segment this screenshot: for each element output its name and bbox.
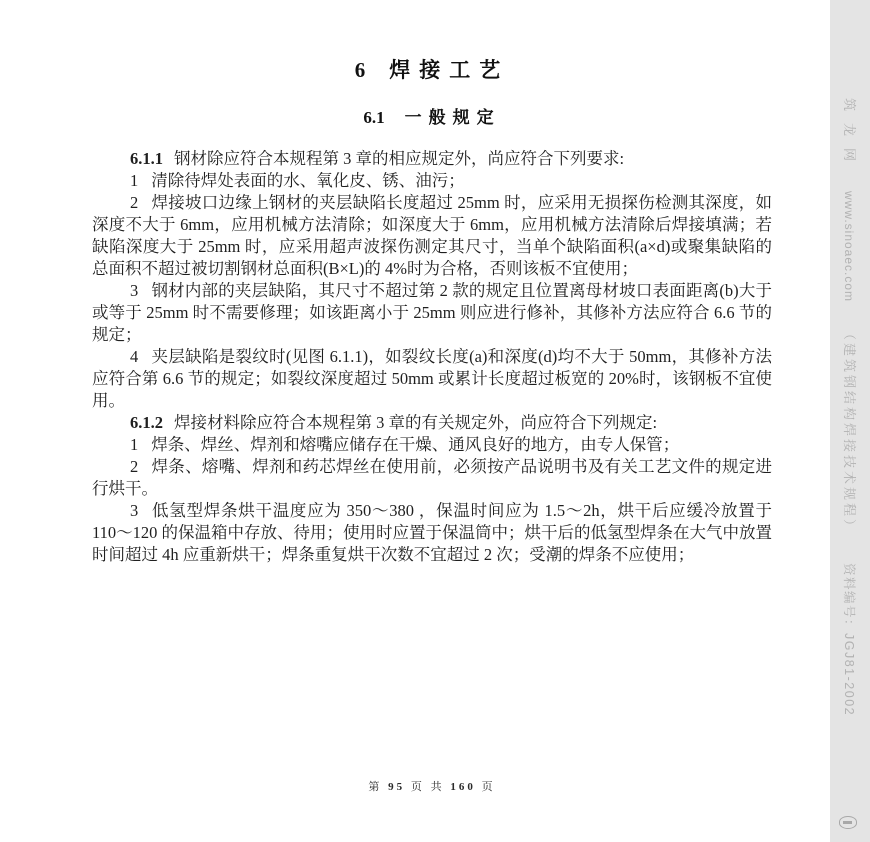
item-number: 1 (130, 171, 139, 190)
sinoaec-logo-icon (839, 816, 857, 829)
list-item-paragraph (92, 456, 772, 500)
clause-text: 焊接材料除应符合本规程第 3 章的有关规定外，尚应符合下列规定: (174, 413, 658, 432)
section-title: 一般规定 (404, 108, 501, 127)
chapter-number: 6 (354, 58, 366, 82)
item-text: 焊接坡口边缘上钢材的夹层缺陷长度超过 25mm 时，应采用无损探伤检测其深度，如深度不大于 6mm，应用机械方法清除；如深度大于 6mm，应用机械方法清除后焊接填满；若缺陷深度大于 25mm 时，应采用超声波探伤测定其尺寸，当单个缺陷面积(a×d)或聚集缺陷的总面积不超过被切割钢材总面积(B×L)的 4%时为合格，否则该板不宜使用； (92, 193, 772, 278)
watermark-doc-ref: 资料编号：JGJ81-2002 (842, 562, 856, 717)
section-heading (92, 107, 772, 128)
footer-middle: 页 共 (410, 781, 445, 793)
item-number: 3 (130, 281, 139, 300)
watermark-site-url: www.sinoaec.com (842, 190, 856, 302)
list-item-paragraph (92, 434, 772, 456)
section-number: 6.1 (363, 108, 385, 127)
list-item-paragraph (92, 170, 772, 192)
item-number: 4 (130, 347, 139, 366)
chapter-title: 焊接工艺 (389, 58, 510, 82)
clause-paragraph (92, 412, 772, 434)
footer-suffix: 页 (481, 781, 496, 793)
item-text: 夹层缺陷是裂纹时(见图 6.1.1)，如裂纹长度(a)和深度(d)均不大于 50mm，其修补方法应符合第 6.6 节的规定；如裂纹深度超过 50mm 或累计长度超过板宽的 20%时，该钢板不宜使用。 (92, 347, 772, 410)
footer-prefix: 第 (368, 781, 383, 793)
list-item-paragraph (92, 346, 772, 412)
watermark-site-name: 筑龙网 (842, 98, 857, 174)
list-item-paragraph (92, 192, 772, 280)
watermark-text (838, 98, 860, 716)
item-text: 钢材内部的夹层缺陷，其尺寸不超过第 2 款的规定且位置离母材坡口表面距离(b)大于或等于 25mm 时不需要修理；如该距离小于 25mm 则应进行修补，其修补方法应符合 6.6 节的规定； (92, 281, 772, 344)
item-text: 清除待焊处表面的水、氧化皮、锈、油污； (151, 171, 465, 190)
watermark-doc-title: （建筑钢结构焊接技术规程） (842, 327, 857, 536)
watermark-strip (830, 0, 870, 842)
item-number: 1 (130, 435, 139, 454)
clause-number: 6.1.2 (130, 413, 163, 432)
clause-paragraph (92, 148, 772, 170)
page-footer (92, 778, 772, 794)
clause-number: 6.1.1 (130, 149, 163, 168)
item-number: 2 (130, 193, 139, 212)
footer-total-pages: 160 (450, 781, 476, 793)
list-item-paragraph (92, 280, 772, 346)
chapter-heading (92, 0, 772, 83)
list-item-paragraph (92, 500, 772, 566)
clause-text: 钢材除应符合本规程第 3 章的相应规定外，尚应符合下列要求: (174, 149, 625, 168)
body-text (92, 148, 772, 566)
item-text: 焊条、熔嘴、焊剂和药芯焊丝在使用前，必须按产品说明书及有关工艺文件的规定进行烘干。 (92, 457, 772, 498)
item-text: 焊条、焊丝、焊剂和熔嘴应储存在干燥、通风良好的地方，由专人保管； (151, 435, 680, 454)
item-number: 3 (130, 501, 139, 520)
item-text: 低氢型焊条烘干温度应为 350～380 ，保温时间应为 1.5～2h，烘干后应缓冷放置于 110～120 的保温箱中存放、待用；使用时应置于保温筒中；烘干后的低氢型焊条在大气中放置时间超过 4h 应重新烘干；焊条重复烘干次数不宜超过 2 次；受潮的焊条不应使用； (92, 501, 773, 564)
item-number: 2 (130, 457, 139, 476)
footer-page-number: 95 (388, 781, 406, 793)
